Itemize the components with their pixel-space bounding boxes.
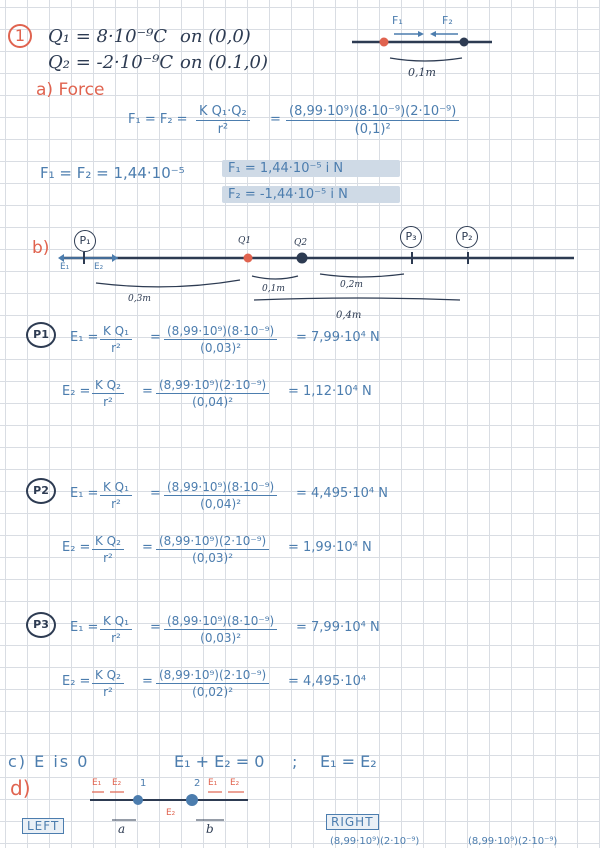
d-field-e1-left: E₁	[92, 778, 102, 788]
field-result: = 7,99·10⁴ N	[296, 620, 380, 635]
distance-a: a	[118, 822, 126, 836]
point-1-label: 1	[140, 778, 147, 789]
force-formula-lhs: F₁ = F₂ =	[128, 112, 188, 127]
right-expression-1: (8,99·10⁹)(2·10⁻⁹)	[330, 836, 420, 847]
field-row-lhs: E₁ =	[70, 620, 99, 635]
right-region-label: RIGHT	[326, 814, 379, 830]
field-substitution-fraction: $\frac{\text{(8,99·10⁹)(8·10⁻⁹)}}{\text{(0,04)²}}$	[164, 480, 277, 511]
field-row-lhs: E₁ =	[70, 330, 99, 345]
equals-sign: =	[142, 384, 153, 399]
field-formula-fraction: $\frac{\text{K Q₁}}{\text{r²}}$	[100, 614, 132, 645]
equals-sign: =	[150, 620, 161, 635]
d-field-e2-left: E₂	[112, 778, 122, 788]
charge-q1-label: Q1	[238, 236, 252, 246]
field-substitution-fraction: $\frac{\text{(8,99·10⁹)(2·10⁻⁹)}}{\text{(0,02)²}}$	[156, 668, 269, 699]
point-2-label: 2	[194, 778, 201, 789]
field-row-lhs: E₂ =	[62, 540, 91, 555]
q2-value: Q₂ = -2·10⁻⁹C	[48, 52, 174, 73]
charge-q2-label: Q2	[294, 238, 308, 248]
force-vector-f2: F₂ = -1,44·10⁻⁵ i N	[222, 186, 400, 203]
problem-number: 1	[8, 24, 32, 48]
force-vector-f1: F₁ = 1,44·10⁻⁵ i N	[222, 160, 400, 177]
part-d-label: d)	[10, 776, 31, 800]
part-a-label: a) Force	[36, 80, 105, 100]
distance-0-1m: 0,1m	[262, 284, 285, 294]
field-formula-fraction: $\frac{\text{K Q₁}}{\text{r²}}$	[100, 480, 132, 511]
part-c-equation: E₁ + E₂ = 0	[174, 752, 265, 771]
part-c-equation-2: E₁ = E₂	[320, 752, 377, 771]
part-c-separator: ;	[292, 752, 298, 771]
field-substitution-fraction: $\frac{\text{(8,99·10⁹)(2·10⁻⁹)}}{\text{(0,03)²}}$	[156, 534, 269, 565]
distance-0-4m: 0,4m	[336, 310, 362, 321]
distance-0-2m: 0,2m	[340, 280, 363, 290]
q2-position: on (0.1,0)	[180, 52, 268, 73]
field-result: = 7,99·10⁴ N	[296, 330, 380, 345]
field-result: = 4,495·10⁴ N	[296, 486, 388, 501]
field-substitution-fraction: $\frac{\text{(8,99·10⁹)(8·10⁻⁹)}}{\text{(0,03)²}}$	[164, 324, 277, 355]
field-row-lhs: E₁ =	[70, 486, 99, 501]
field-result: = 4,495·10⁴	[288, 674, 367, 689]
equals-sign: =	[150, 486, 161, 501]
d-field-e2-right: E₂	[230, 778, 240, 788]
field-substitution-fraction: $\frac{\text{(8,99·10⁹)(8·10⁻⁹)}}{\text{(0,03)²}}$	[164, 614, 277, 645]
section-badge-p2: P2	[26, 478, 56, 504]
part-c-label: c) E is 0	[8, 752, 90, 771]
d-field-e2-middle: E₂	[166, 808, 176, 818]
distance-0-3m: 0,3m	[128, 294, 151, 304]
section-badge-p3: P3	[26, 612, 56, 638]
q1-position: on (0,0)	[180, 26, 251, 47]
field-e1-label: E₁	[60, 262, 70, 272]
force-formula-fraction: $\frac{\text{K Q₁·Q₂}}{\text{r²}}$	[196, 104, 250, 137]
equals-sign: =	[150, 330, 161, 345]
field-formula-fraction: $\frac{\text{K Q₂}}{\text{r²}}$	[92, 378, 124, 409]
point-p2-badge: P₂	[456, 226, 478, 248]
field-formula-fraction: $\frac{\text{K Q₂}}{\text{r²}}$	[92, 668, 124, 699]
equals-sign: =	[142, 540, 153, 555]
distance-b: b	[206, 822, 214, 836]
field-formula-fraction: $\frac{\text{K Q₁}}{\text{r²}}$	[100, 324, 132, 355]
field-e2-label: E₂	[94, 262, 104, 272]
diagram-f1-label: F₁	[392, 14, 403, 27]
point-p3-badge: P₃	[400, 226, 422, 248]
left-region-label: LEFT	[22, 818, 64, 834]
field-result: = 1,99·10⁴ N	[288, 540, 372, 555]
diagram-distance: 0,1m	[408, 66, 436, 79]
field-result: = 1,12·10⁴ N	[288, 384, 372, 399]
field-row-lhs: E₂ =	[62, 384, 91, 399]
force-substitution-fraction: $\frac{\text{(8,99·10⁹)(8·10⁻⁹)(2·10⁻⁹)}}{\text{(0,1)²}}$	[286, 104, 459, 137]
field-row-lhs: E₂ =	[62, 674, 91, 689]
field-substitution-fraction: $\frac{\text{(8,99·10⁹)(2·10⁻⁹)}}{\text{(0,04)²}}$	[156, 378, 269, 409]
section-badge-p1: P1	[26, 322, 56, 348]
right-expression-2: (8,99·10⁹)(2·10⁻⁹)	[468, 836, 558, 847]
field-formula-fraction: $\frac{\text{K Q₂}}{\text{r²}}$	[92, 534, 124, 565]
equals-sign: =	[270, 112, 281, 127]
diagram-f2-label: F₂	[442, 14, 453, 27]
force-result: F₁ = F₂ = 1,44·10⁻⁵	[40, 164, 185, 182]
equals-sign: =	[142, 674, 153, 689]
part-b-label: b)	[32, 238, 50, 258]
d-field-e1-right: E₁	[208, 778, 218, 788]
point-p1-badge: P₁	[74, 230, 96, 252]
q1-value: Q₁ = 8·10⁻⁹C	[48, 26, 168, 47]
